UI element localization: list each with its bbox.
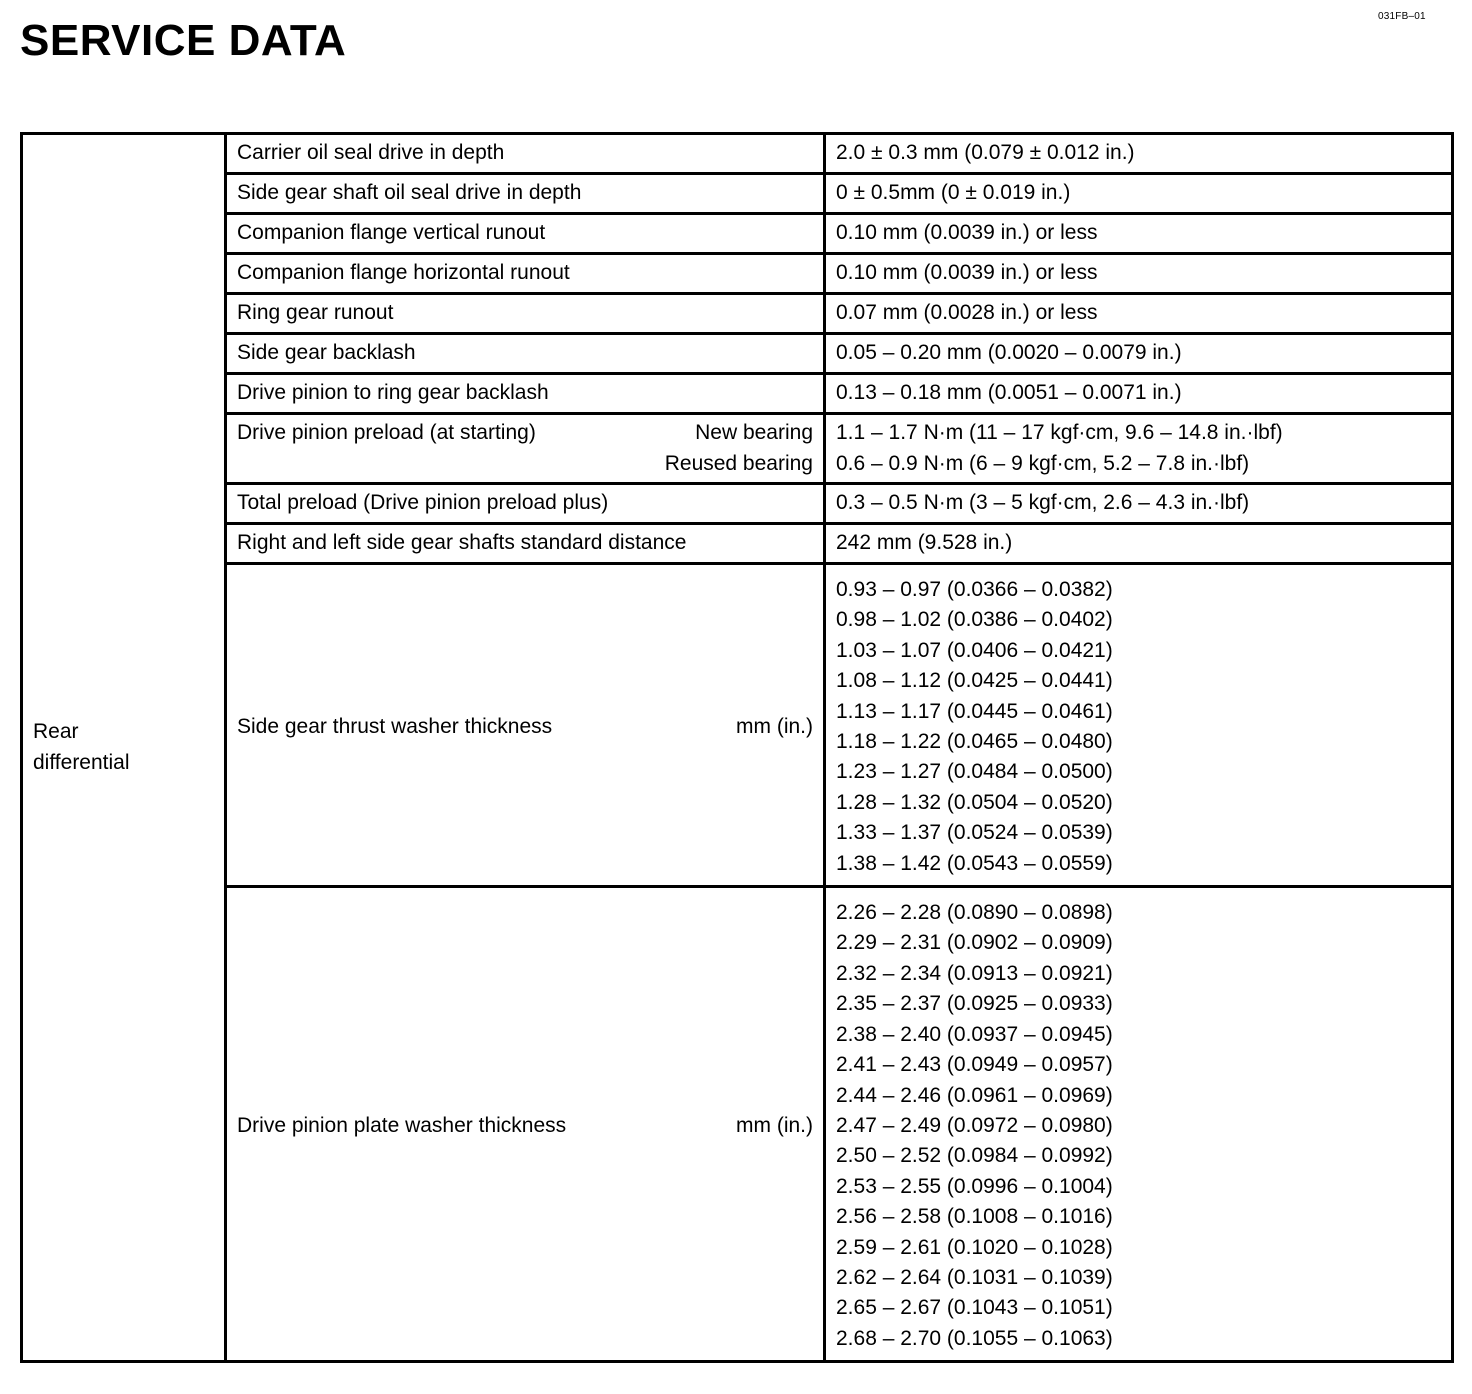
plate-washer-value: 2.62 – 2.64 (0.1031 – 0.1039) [836,1265,1113,1289]
thrust-washer-value: 0.98 – 1.02 (0.0386 – 0.0402) [836,608,1113,632]
thrust-washer-value: 1.23 – 1.27 (0.0484 – 0.0500) [836,760,1113,784]
thrust-washer-value: 1.13 – 1.17 (0.0445 – 0.0461) [836,699,1113,723]
page-title: SERVICE DATA [20,16,347,65]
parameter-cell: Ring gear runout [226,294,825,334]
value-cell: 2.0 ± 0.3 mm (0.079 ± 0.012 in.) [825,134,1453,174]
value-cell: 0.10 mm (0.0039 in.) or less [825,214,1453,254]
parameter-cell: Companion flange horizontal runout [226,254,825,294]
plate-washer-value: 2.65 – 2.67 (0.1043 – 0.1051) [836,1296,1113,1320]
table-row [22,254,1453,294]
value-cell [825,564,1453,887]
plate-washer-value: 2.41 – 2.43 (0.0949 – 0.0957) [836,1053,1113,1077]
plate-washer-value: 2.32 – 2.34 (0.0913 – 0.0921) [836,961,1113,985]
thrust-washer-value: 1.33 – 1.37 (0.0524 – 0.0539) [836,821,1113,845]
section-label-line: differential [33,750,130,774]
value-cell: 0.07 mm (0.0028 in.) or less [825,294,1453,334]
table-row [22,174,1453,214]
plate-washer-value: 2.38 – 2.40 (0.0937 – 0.0945) [836,1022,1113,1046]
table-row [22,484,1453,524]
plate-washer-value: 2.47 – 2.49 (0.0972 – 0.0980) [836,1113,1113,1137]
value-cell: 0 ± 0.5mm (0 ± 0.019 in.) [825,174,1453,214]
plate-washer-unit: mm (in.) [736,1113,813,1137]
parameter-cell: Total preload (Drive pinion preload plus) [226,484,825,524]
preload-value-reused: 0.6 – 0.9 N·m (6 – 9 kgf·cm, 5.2 – 7.8 in.·lbf) [836,451,1250,475]
table-row-plate-washer [22,887,1453,1362]
parameter-cell [226,564,825,887]
plate-washer-value: 2.50 – 2.52 (0.0984 – 0.0992) [836,1144,1113,1168]
section-label-line: Rear [33,720,79,744]
table-row [22,134,1453,174]
parameter-cell: Side gear backlash [226,334,825,374]
value-cell: 0.05 – 0.20 mm (0.0020 – 0.0079 in.) [825,334,1453,374]
plate-washer-value: 2.44 – 2.46 (0.0961 – 0.0969) [836,1083,1113,1107]
preload-parameter: Drive pinion preload (at starting) [237,421,536,445]
value-cell: 0.13 – 0.18 mm (0.0051 – 0.0071 in.) [825,374,1453,414]
parameter-cell [226,887,825,1362]
table-row [22,214,1453,254]
plate-washer-value: 2.68 – 2.70 (0.1055 – 0.1063) [836,1326,1113,1350]
value-cell: 0.3 – 0.5 N·m (3 – 5 kgf·cm, 2.6 – 4.3 in.·lbf) [825,484,1453,524]
table-row [22,374,1453,414]
value-cell: 242 mm (9.528 in.) [825,524,1453,564]
page-code: 031FB–01 [1378,11,1426,22]
plate-washer-value: 2.26 – 2.28 (0.0890 – 0.0898) [836,901,1113,925]
plate-washer-value: 2.56 – 2.58 (0.1008 – 0.1016) [836,1205,1113,1229]
table-row [22,524,1453,564]
thrust-washer-value: 1.18 – 1.22 (0.0465 – 0.0480) [836,730,1113,754]
thrust-washer-value: 1.38 – 1.42 (0.0543 – 0.0559) [836,851,1113,875]
plate-washer-value: 2.35 – 2.37 (0.0925 – 0.0933) [836,992,1113,1016]
thrust-washer-value: 1.08 – 1.12 (0.0425 – 0.0441) [836,669,1113,693]
parameter-cell: Drive pinion to ring gear backlash [226,374,825,414]
preload-value-new: 1.1 – 1.7 N·m (11 – 17 kgf·cm, 9.6 – 14.8 in.·lbf) [836,421,1283,445]
thrust-washer-unit: mm (in.) [736,714,813,738]
parameter-cell [226,414,825,484]
service-data-table [20,132,1454,1363]
plate-washer-value: 2.53 – 2.55 (0.0996 – 0.1004) [836,1174,1113,1198]
plate-washer-parameter: Drive pinion plate washer thickness [237,1113,567,1137]
table-row-preload [22,414,1453,484]
table-row-thrust-washer [22,564,1453,887]
thrust-washer-parameter: Side gear thrust washer thickness [237,714,553,738]
thrust-washer-value: 1.03 – 1.07 (0.0406 – 0.0421) [836,638,1113,662]
plate-washer-value: 2.29 – 2.31 (0.0902 – 0.0909) [836,931,1113,955]
parameter-cell: Side gear shaft oil seal drive in depth [226,174,825,214]
thrust-washer-value: 0.93 – 0.97 (0.0366 – 0.0382) [836,578,1113,601]
plate-washer-value: 2.59 – 2.61 (0.1020 – 0.1028) [836,1235,1113,1259]
table-row [22,334,1453,374]
preload-sub-new: New bearing [695,421,813,445]
value-cell: 0.10 mm (0.0039 in.) or less [825,254,1453,294]
parameter-cell: Right and left side gear shafts standard distance [226,524,825,564]
preload-sub-reused: Reused bearing [664,451,813,475]
value-cell [825,414,1453,484]
thrust-washer-value: 1.28 – 1.32 (0.0504 – 0.0520) [836,790,1113,814]
parameter-cell: Carrier oil seal drive in depth [226,134,825,174]
section-label-cell [22,134,226,1362]
value-cell [825,887,1453,1362]
table-row [22,294,1453,334]
parameter-cell: Companion flange vertical runout [226,214,825,254]
